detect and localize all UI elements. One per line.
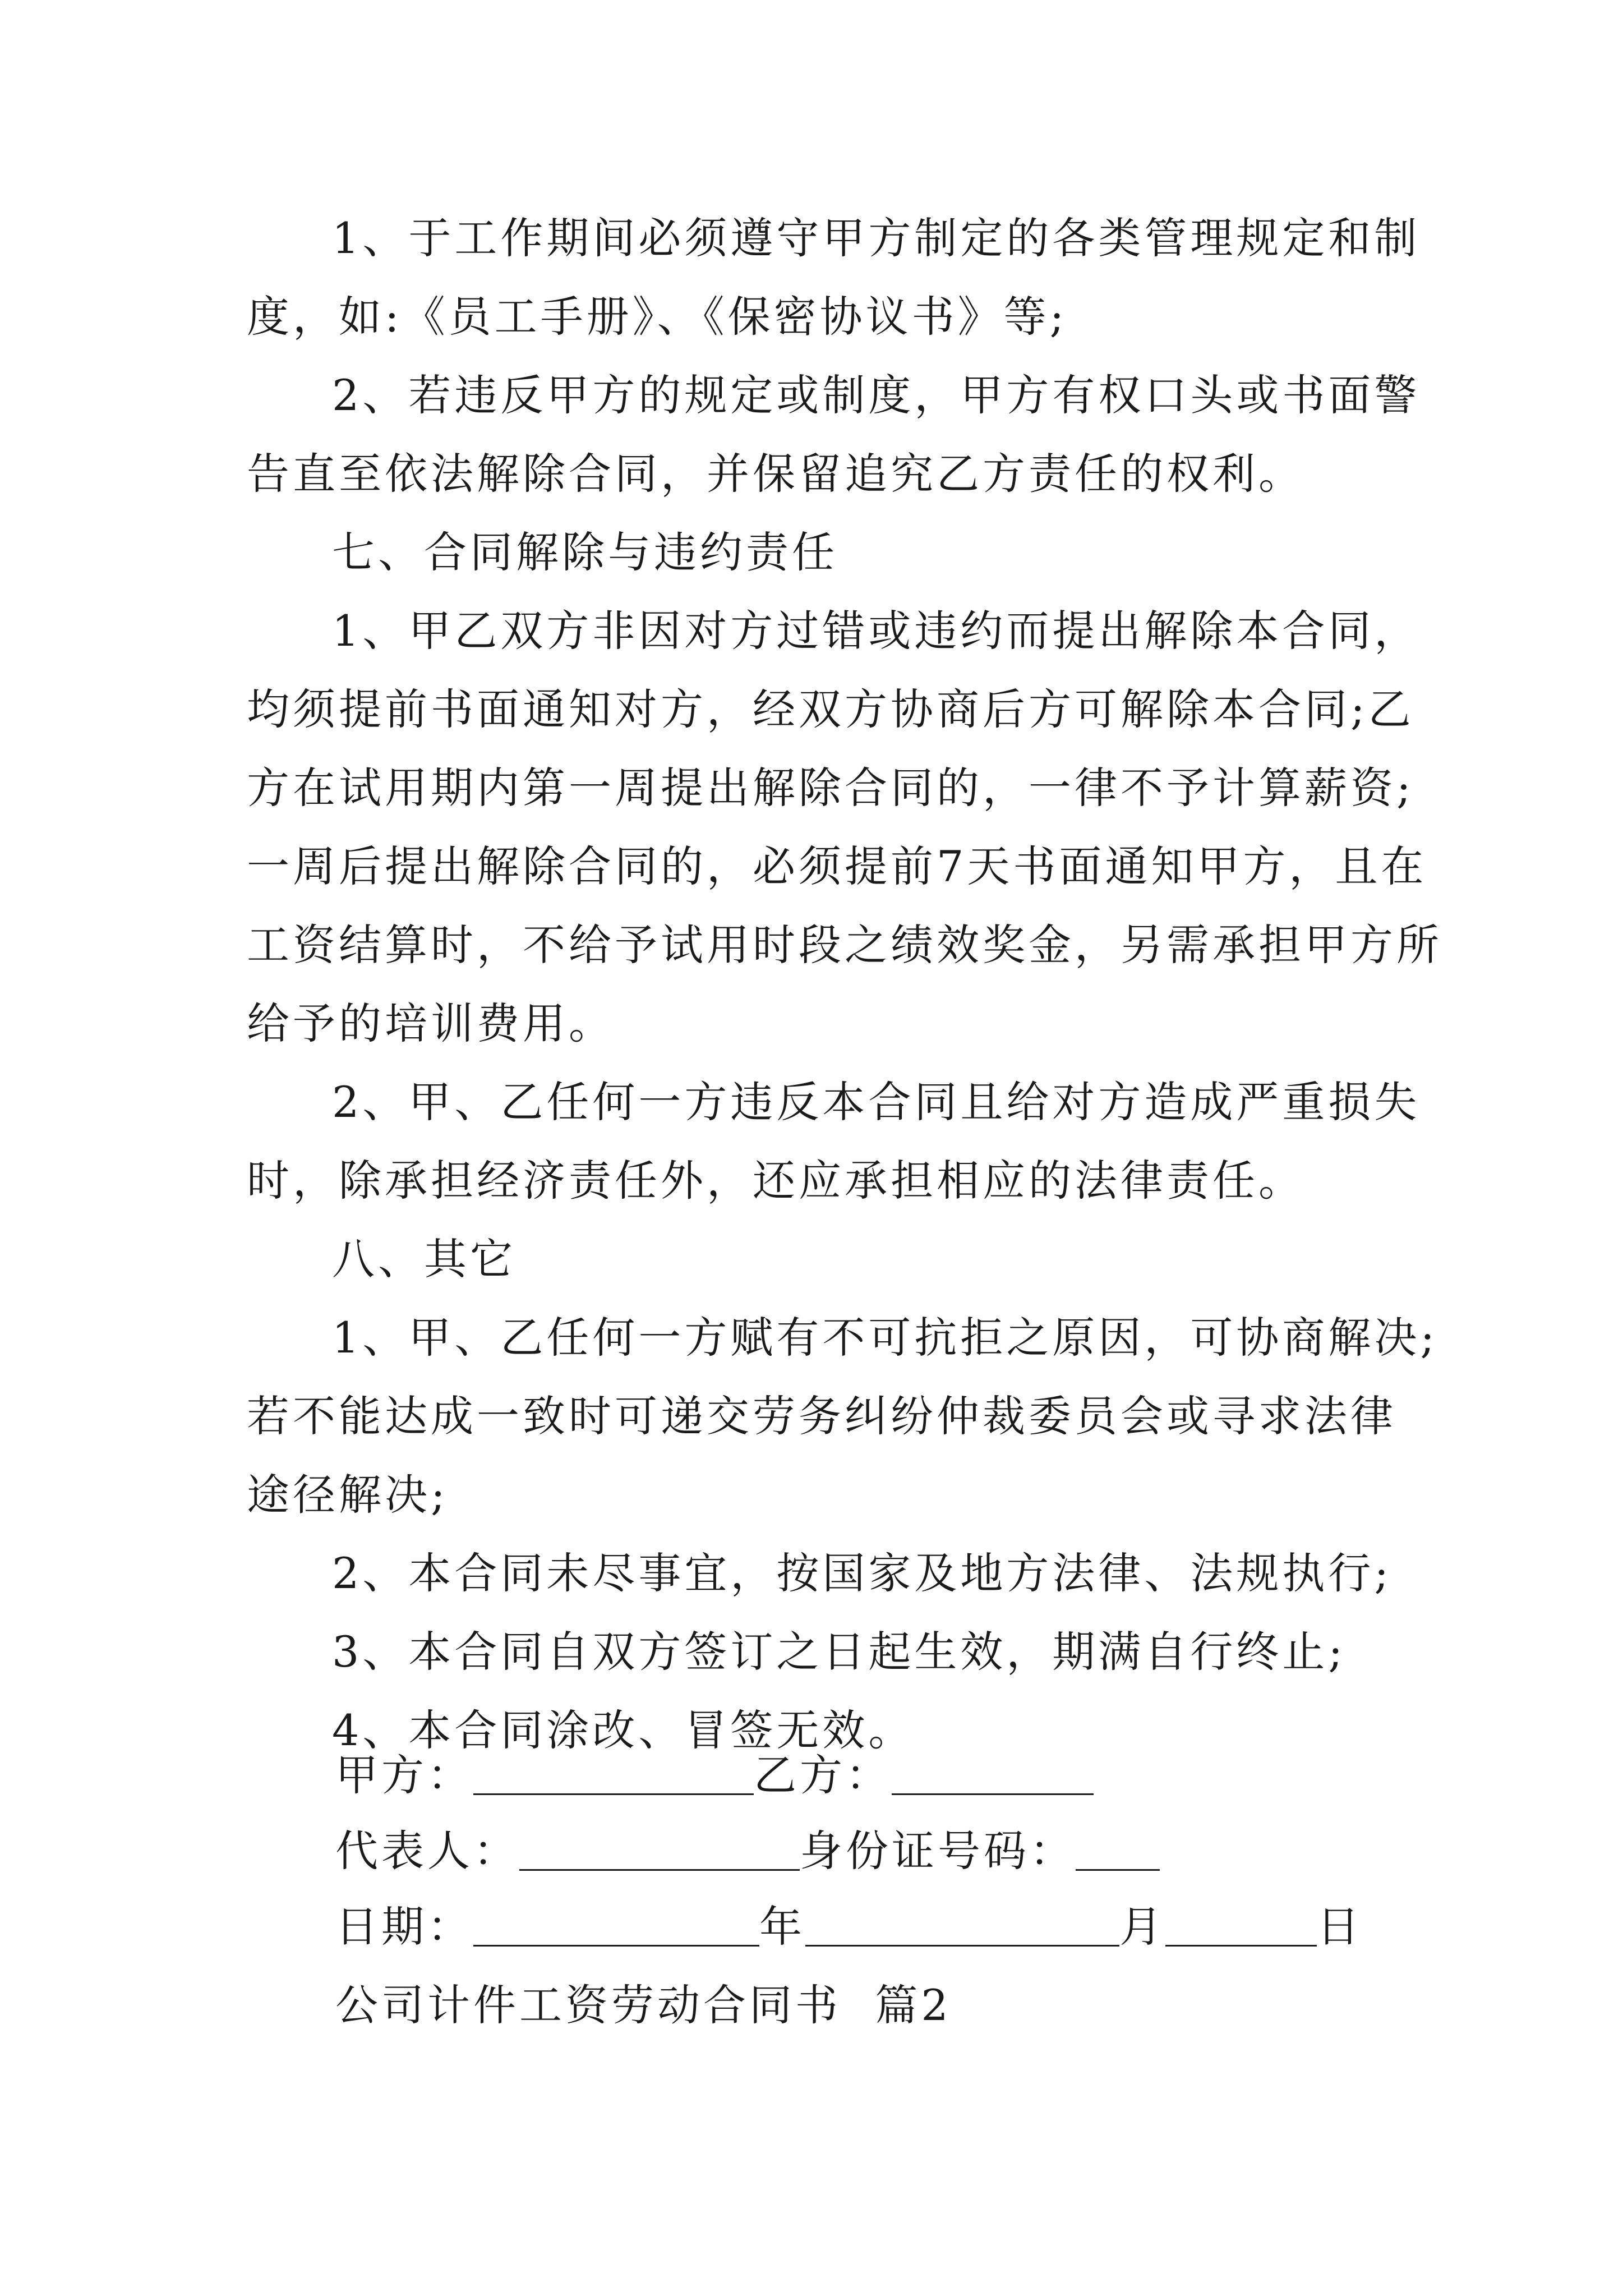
representative-label: 代表人： — [335, 1826, 519, 1876]
paragraph-line: 3、本合同自双方签订之日起生效，期满自行终止; — [332, 1627, 1346, 1677]
paragraph-line: 若不能达成一致时可递交劳务纠纷仲裁委员会或寻求法律 — [247, 1391, 1396, 1441]
year-label: 年 — [759, 1902, 805, 1952]
signature-row-representative — [335, 1820, 1160, 1882]
paragraph-line: 1、于工作期间必须遵守甲方制定的各类管理规定和制 — [332, 213, 1421, 263]
paragraph-line: 方在试用期内第一周提出解除合同的，一律不予计算薪资; — [247, 763, 1414, 813]
paragraph-line: 2、本合同未尽事宜，按国家及地方法律、法规执行; — [332, 1548, 1392, 1598]
section-heading: 七、合同解除与违约责任 — [332, 527, 838, 577]
day-label: 日 — [1317, 1902, 1363, 1952]
party-a-label: 甲方： — [335, 1750, 473, 1800]
representative-blank — [519, 1828, 800, 1871]
day-blank — [1165, 1903, 1317, 1947]
month-blank — [805, 1903, 1119, 1947]
id-number-label: 身份证号码： — [800, 1826, 1076, 1876]
party-b-blank — [892, 1752, 1094, 1795]
next-section-title: 公司计件工资劳动合同书 篇2 — [335, 1980, 952, 2030]
paragraph-line: 给予的培训费用。 — [247, 999, 615, 1048]
section-heading: 八、其它 — [332, 1234, 516, 1284]
paragraph-line: 一周后提出解除合同的，必须提前7天书面通知甲方，且在 — [247, 841, 1427, 891]
paragraph-line: 工资结算时，不给予试用时段之绩效奖金，另需承担甲方所 — [247, 920, 1442, 970]
paragraph-line: 告直至依法解除合同，并保留追究乙方责任的权利。 — [247, 449, 1304, 499]
paragraph-line: 1、甲、乙任何一方赋有不可抗拒之原因，可协商解决; — [332, 1313, 1438, 1363]
paragraph-line: 1、甲乙双方非因对方过错或违约而提出解除本合同， — [332, 606, 1421, 656]
date-label: 日期： — [335, 1902, 473, 1952]
paragraph-line: 途径解决; — [247, 1470, 449, 1520]
year-blank — [473, 1903, 759, 1947]
signature-row-date — [335, 1896, 1363, 1958]
paragraph-line: 度，如:《员工手册》、《保密协议书》等; — [247, 292, 1068, 342]
paragraph-line: 2、甲、乙任何一方违反本合同且给对方造成严重损失 — [332, 1077, 1421, 1127]
paragraph-line: 均须提前书面通知对方，经双方协商后方可解除本合同;乙 — [247, 684, 1414, 734]
party-b-label: 乙方： — [754, 1750, 892, 1800]
id-number-blank — [1076, 1828, 1160, 1871]
signature-row-parties — [335, 1745, 1094, 1806]
month-label: 月 — [1119, 1902, 1165, 1952]
party-a-blank — [473, 1752, 754, 1795]
paragraph-line: 4、本合同涂改、冒签无效。 — [332, 1705, 915, 1755]
paragraph-line: 时，除承担经济责任外，还应承担相应的法律责任。 — [247, 1156, 1304, 1205]
contract-body — [247, 199, 1442, 1770]
paragraph-line: 2、若违反甲方的规定或制度，甲方有权口头或书面警 — [332, 370, 1421, 420]
